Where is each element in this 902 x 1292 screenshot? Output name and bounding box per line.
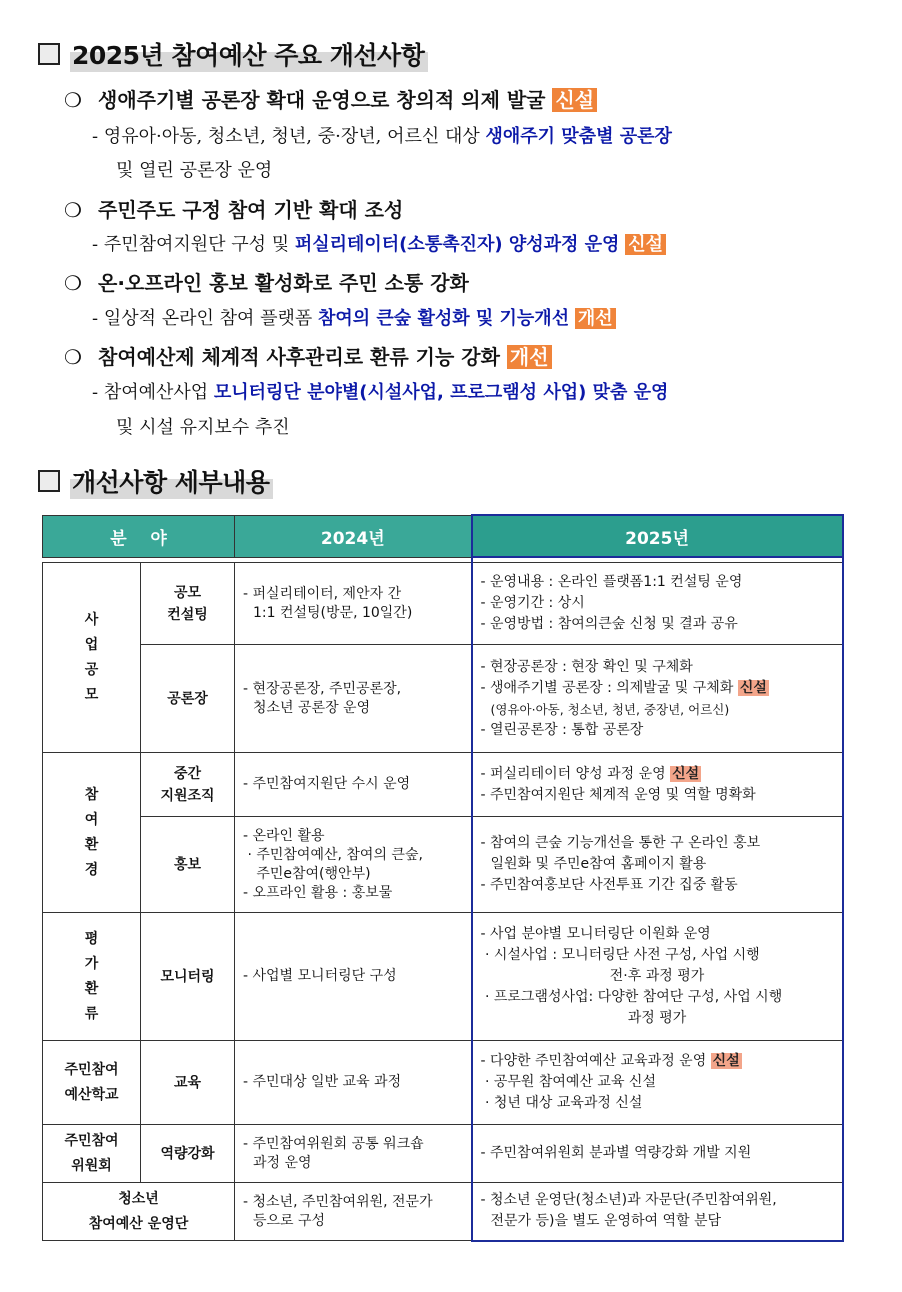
table-row bbox=[43, 913, 843, 1041]
cell-2025: - 사업 분야별 모니터링단 이원화 운영 · 시설사업 : 모니터링단 사전 구성, 사업 시행 전·후 과정 평가 · 프로그램성사업: 다양한 참여단 구성, 사업 시행 과정 평가 bbox=[472, 913, 843, 1041]
item-4-heading: ❍ 참여예산제 체계적 사후관리로 환류 기능 강화 개선 bbox=[64, 341, 552, 370]
sub-monitoring: 모니터링 bbox=[141, 913, 235, 1041]
cell-2024: - 퍼실리테이터, 제안자 간 1:1 컨설팅(방문, 10일간) bbox=[235, 563, 472, 645]
table-row bbox=[43, 817, 843, 913]
category-business: 사업공모 bbox=[43, 563, 141, 753]
section-title: 개선사항 세부내용 bbox=[70, 463, 273, 499]
new-badge: 신설 bbox=[739, 679, 767, 696]
section-header-details bbox=[38, 463, 273, 499]
sub-education: 교육 bbox=[141, 1041, 235, 1125]
table-row bbox=[43, 563, 843, 645]
circle-bullet-icon: ❍ bbox=[64, 198, 82, 222]
cell-2025: - 운영내용 : 온라인 플랫폼1:1 컨설팅 운영 - 운영기간 : 상시 - 운영방법 : 참여의큰숲 신청 및 결과 공유 bbox=[472, 563, 843, 645]
new-badge: 신설 bbox=[672, 765, 700, 782]
checkbox-square-icon bbox=[38, 470, 60, 492]
checkbox-square-icon bbox=[38, 43, 60, 65]
new-badge: 신설 bbox=[625, 234, 666, 255]
table-row bbox=[43, 1041, 843, 1125]
cell-2025: - 주민참여위원회 분과별 역량강화 개발 지원 bbox=[472, 1125, 843, 1183]
cell-2024: - 주민참여지원단 수시 운영 bbox=[235, 753, 472, 817]
item-4-detail-cont: 및 시설 유지보수 추진 bbox=[116, 417, 290, 438]
category-evaluation: 평가환류 bbox=[43, 913, 141, 1041]
category-school: 주민참여 예산학교 bbox=[43, 1041, 141, 1125]
item-2-heading: ❍ 주민주도 구정 참여 기반 확대 조성 bbox=[64, 198, 404, 222]
cell-2024: - 사업별 모니터링단 구성 bbox=[235, 913, 472, 1041]
new-badge: 신설 bbox=[712, 1053, 740, 1069]
cell-2025: - 현장공론장 : 현장 확인 및 구체화 - 생애주기별 공론장 : 의제발굴 및 구체화 신설 (영유아·아동, 청소년, 청년, 중장년, 어르신) - 열린공론장 : 통합 공론장 bbox=[472, 645, 843, 753]
circle-bullet-icon: ❍ bbox=[64, 88, 82, 112]
item-1-heading: ❍ 생애주기별 공론장 확대 운영으로 창의적 의제 발굴 신설 bbox=[64, 84, 597, 113]
sub-promotion: 홍보 bbox=[141, 817, 235, 913]
item-1-detail-cont: 및 열린 공론장 운영 bbox=[116, 160, 273, 181]
category-youth: 청소년 참여예산 운영단 bbox=[43, 1183, 235, 1241]
table-row bbox=[43, 1183, 843, 1241]
header-2025: 2025년 bbox=[472, 515, 843, 557]
circle-bullet-icon: ❍ bbox=[64, 345, 82, 369]
cell-2024: - 온라인 활용 · 주민참여예산, 참여의 큰숲, 주민e참여(행안부) - 오프라인 활용 : 홍보물 bbox=[235, 817, 472, 913]
improved-badge: 개선 bbox=[507, 345, 552, 369]
improved-badge: 개선 bbox=[575, 308, 616, 329]
cell-2024: - 청소년, 주민참여위원, 전문가 등으로 구성 bbox=[235, 1183, 472, 1241]
item-1-detail: - 영유아·아동, 청소년, 청년, 중·장년, 어르신 대상 생애주기 맞춤별 공론장 bbox=[92, 126, 672, 147]
sub-capacity: 역량강화 bbox=[141, 1125, 235, 1183]
cell-2024: - 주민참여위원회 공통 워크숍 과정 운영 bbox=[235, 1125, 472, 1183]
header-2024: 2024년 bbox=[235, 515, 472, 557]
cell-2025: - 퍼실리테이터 양성 과정 운영 신설 - 주민참여지원단 체계적 운영 및 역할 명확화 bbox=[472, 753, 843, 817]
cell-2024: - 주민대상 일반 교육 과정 bbox=[235, 1041, 472, 1125]
circle-bullet-icon: ❍ bbox=[64, 271, 82, 295]
cell-2025: - 청소년 운영단(청소년)과 자문단(주민참여위원, 전문가 등)을 별도 운영하여 역할 분담 bbox=[472, 1183, 843, 1241]
table-header-row bbox=[43, 515, 843, 557]
cell-2025: - 참여의 큰숲 기능개선을 통한 구 온라인 홍보 일원화 및 주민e참여 홈페이지 활용 - 주민참여홍보단 사전투표 기간 집중 활동 bbox=[472, 817, 843, 913]
sub-forum: 공론장 bbox=[141, 645, 235, 753]
sub-support-org: 중간 지원조직 bbox=[141, 753, 235, 817]
item-4-detail: - 참여예산사업 모니터링단 분야별(시설사업, 프로그램성 사업) 맞춤 운영 bbox=[92, 382, 669, 403]
table-row bbox=[43, 645, 843, 753]
item-3-heading: ❍ 온·오프라인 홍보 활성화로 주민 소통 강화 bbox=[64, 271, 469, 295]
new-badge: 신설 bbox=[552, 88, 597, 112]
table-row bbox=[43, 753, 843, 817]
header-field: 분 야 bbox=[43, 515, 235, 557]
section-title: 2025년 참여예산 주요 개선사항 bbox=[70, 36, 428, 72]
item-2-detail: - 주민참여지원단 구성 및 퍼실리테이터(소통촉진자) 양성과정 운영 신설 bbox=[92, 230, 666, 256]
details-table bbox=[42, 514, 844, 1242]
category-committee: 주민참여 위원회 bbox=[43, 1125, 141, 1183]
item-3-detail: - 일상적 온라인 참여 플랫폼 참여의 큰숲 활성화 및 기능개선 개선 bbox=[92, 304, 616, 330]
category-environment: 참여환경 bbox=[43, 753, 141, 913]
table-row bbox=[43, 1125, 843, 1183]
cell-2024: - 현장공론장, 주민공론장, 청소년 공론장 운영 bbox=[235, 645, 472, 753]
sub-consulting: 공모 컨설팅 bbox=[141, 563, 235, 645]
section-header-improvements bbox=[38, 36, 428, 72]
cell-2025: - 다양한 주민참여예산 교육과정 운영 신설 · 공무원 참여예산 교육 신설 · 청년 대상 교육과정 신설 bbox=[472, 1041, 843, 1125]
